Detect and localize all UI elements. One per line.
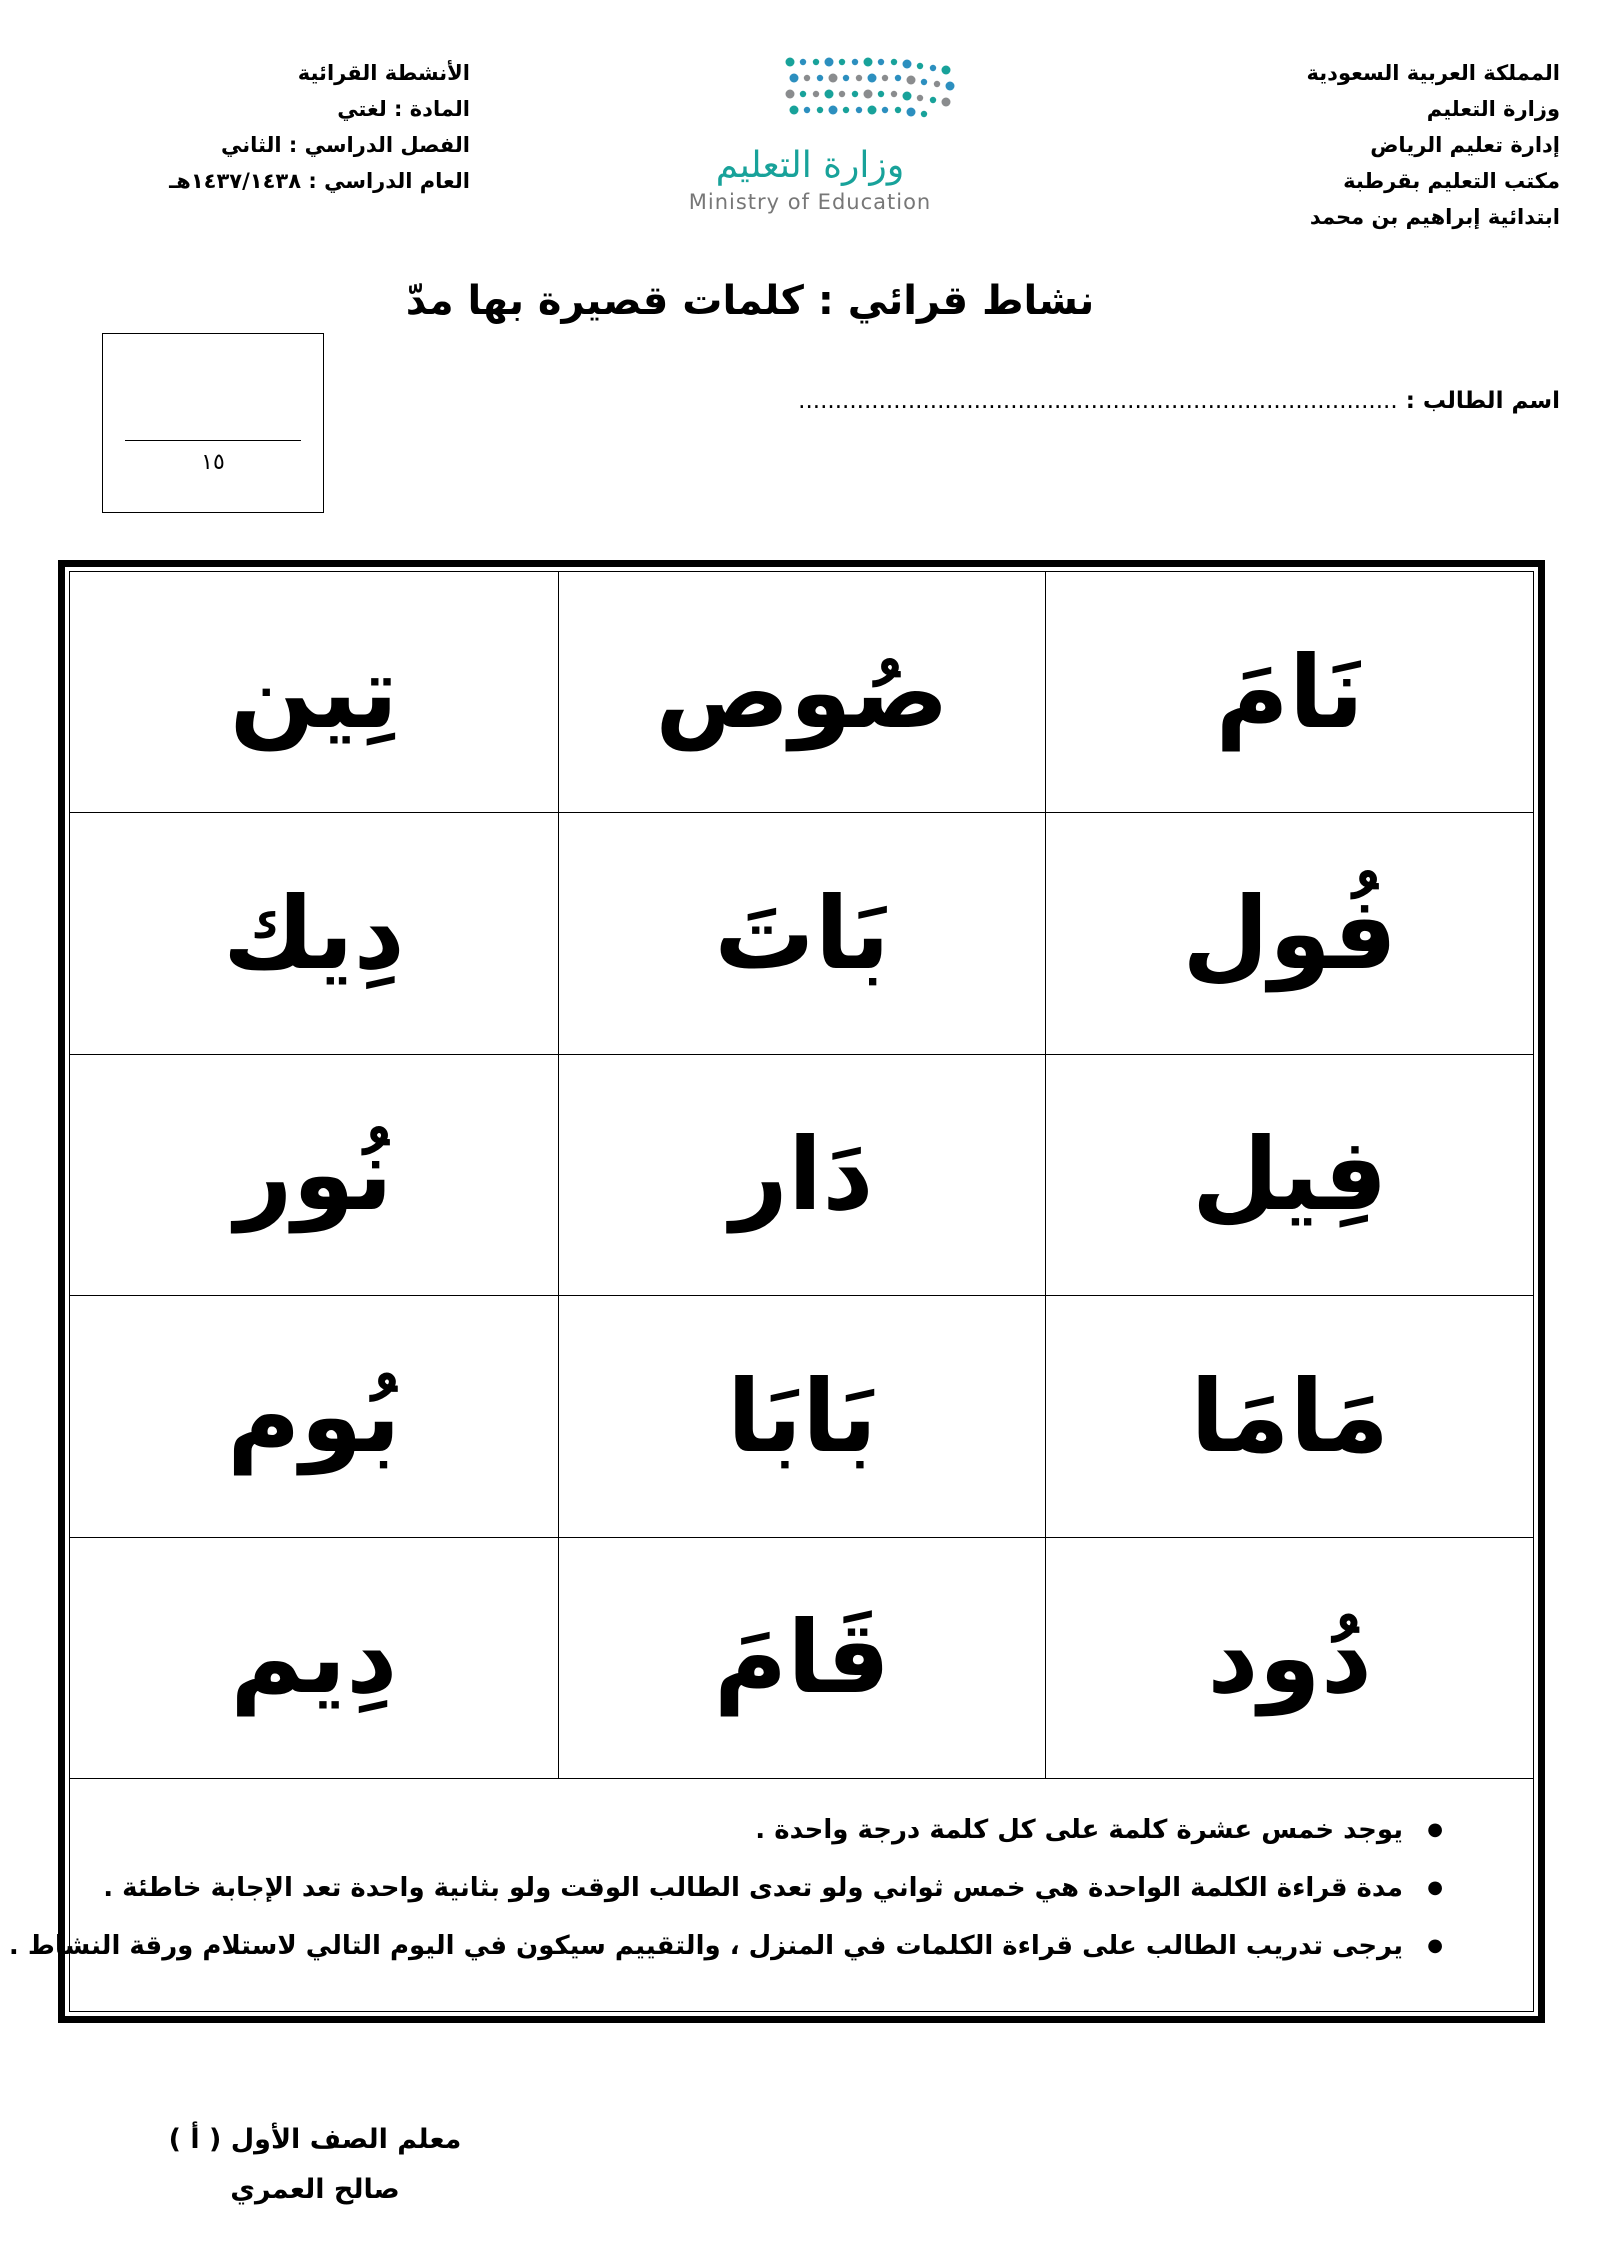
instruction-item: ● مدة قراءة الكلمة الواحدة هي خمس ثواني ولو تعدى الطالب الوقت ولو بثانية واحدة تعد الإجابة خاطئة . [130, 1859, 1443, 1917]
teacher-name: صالح العمري [230, 2174, 400, 2205]
student-name-label: اسم الطالب : [1405, 388, 1560, 414]
activity-type: الأنشطة القرائية [297, 61, 470, 85]
word-cell: دَار [558, 1055, 1046, 1296]
words-grid [70, 572, 1533, 1779]
words-inner-frame [8, 571, 1534, 2012]
instruction-item: ● يوجد خمس عشرة كلمة على كل كلمة درجة واحدة . [130, 1801, 1443, 1859]
semester: الفصل الدراسي : الثاني [220, 133, 470, 157]
school-info [1140, 55, 1560, 235]
page-title: نشاط قرائي : كلمات قصيرة بها مدّ [405, 278, 1095, 324]
student-name-field[interactable] [800, 388, 1560, 414]
word-cell: دِيك [70, 813, 558, 1054]
word-cell: قَامَ [558, 1538, 1046, 1779]
teacher-title: معلم الصف الأول ( أ ) [168, 2124, 462, 2155]
word-cell: نَامَ [1045, 572, 1533, 813]
word-cell: بُوم [70, 1296, 558, 1537]
subject-name: المادة : لغتي [337, 97, 470, 121]
student-name-blank: .................................................................................. [798, 388, 1398, 414]
subject-info [130, 55, 470, 199]
word-cell: تِين [70, 572, 558, 813]
word-cell: بَابَا [558, 1296, 1046, 1537]
score-line [125, 440, 301, 441]
logo-dots-icon [640, 50, 980, 140]
logo-arabic-text: وزارة التعليم [715, 145, 905, 186]
country-name: المملكة العربية السعودية [1306, 61, 1560, 85]
teacher-signature [150, 2115, 480, 2215]
word-cell: فُول [1045, 813, 1533, 1054]
school-name: ابتدائية إبراهيم بن محمد [1309, 205, 1560, 229]
administration-name: إدارة تعليم الرياض [1370, 133, 1560, 157]
words-frame [8, 560, 1545, 2023]
word-cell: صُوص [558, 572, 1046, 813]
ministry-logo [640, 50, 1080, 220]
score-total: ١٥ [201, 450, 225, 475]
word-cell: بَاتَ [558, 813, 1046, 1054]
academic-year: العام الدراسي : ١٤٣٧/١٤٣٨هـ [169, 169, 470, 193]
word-cell: مَامَا [1045, 1296, 1533, 1537]
ministry-name: وزارة التعليم [1426, 97, 1560, 121]
instructions-list [8, 1801, 1443, 1975]
office-name: مكتب التعليم بقرطبة [1343, 169, 1560, 193]
word-cell: فِيل [1045, 1055, 1533, 1296]
word-cell: دِيم [70, 1538, 558, 1779]
instruction-item: ● يرجى تدريب الطالب على قراءة الكلمات في المنزل ، والتقييم سيكون في اليوم التالي لاستلام ورقة النشاط . [130, 1917, 1443, 1975]
score-box [102, 333, 324, 513]
instructions [8, 1779, 1533, 2011]
logo-english-text: Ministry of Education [688, 190, 932, 214]
word-cell: دُود [1045, 1538, 1533, 1779]
word-cell: نُور [70, 1055, 558, 1296]
